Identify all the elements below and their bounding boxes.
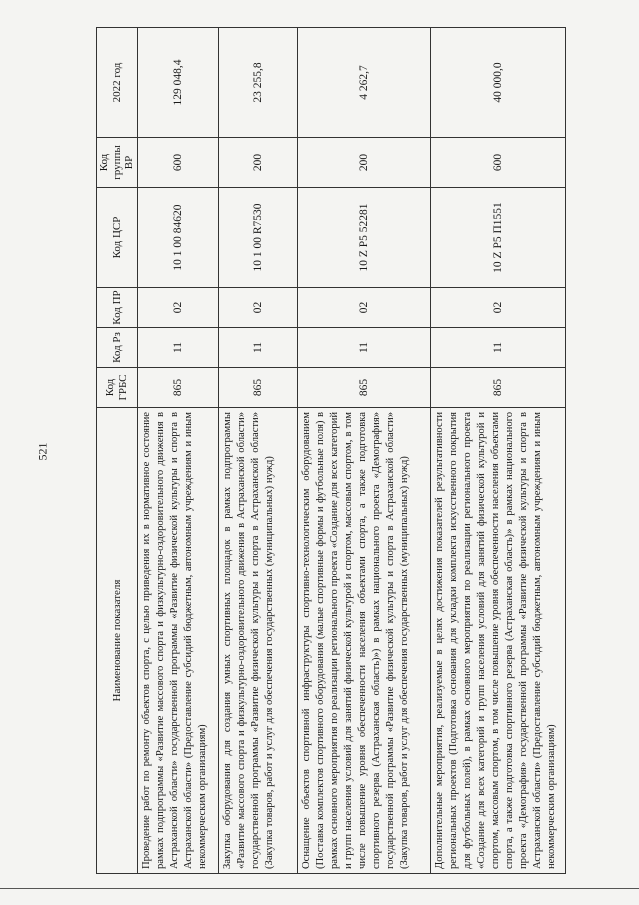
table-row xyxy=(297,28,430,874)
header-rz: Код Рз xyxy=(97,328,138,368)
row-csr: 10 Z P5 П1551 xyxy=(430,188,565,288)
page-number: 521 xyxy=(35,442,50,461)
row-pr: 02 xyxy=(297,288,430,328)
row-rz: 11 xyxy=(137,328,218,368)
header-grbs: Код ГРБС xyxy=(97,368,138,408)
row-2022: 4 262,7 xyxy=(297,28,430,138)
row-vr: 200 xyxy=(297,138,430,188)
table-row xyxy=(137,28,218,874)
row-rz: 11 xyxy=(430,328,565,368)
row-grbs: 865 xyxy=(297,368,430,408)
table-row xyxy=(218,28,297,874)
row-pr: 02 xyxy=(430,288,565,328)
row-rz: 11 xyxy=(218,328,297,368)
row-2022: 23 255,8 xyxy=(218,28,297,138)
row-2022: 40 000,0 xyxy=(430,28,565,138)
row-name: Дополнительные мероприятия, реализуемые в целях достижения показателей результативности региональных проектов (Подготовка основания для укладки комплекта искусственного покрытия для футбольных полей), в рамках основного мероприятия по реализации регионального проекта «Создание для всех категорий и групп населения условий для занятий физической культурой и спортом, массовым спортом, в том числе повышение уровня обеспеченности населения объектами спорта, а также подготовка спортивного резерва (Астраханская область)» в рамках национального проекта «Демография» государственной программы «Развитие физической культуры и спорта в Астраханской области» (Предоставление субсидий бюджетным, автономным учреждениям и иным некоммерческим организациям) xyxy=(430,408,565,874)
row-vr: 600 xyxy=(430,138,565,188)
row-rz: 11 xyxy=(297,328,430,368)
row-csr: 10 Z P5 52281 xyxy=(297,188,430,288)
rotated-table-container xyxy=(96,28,564,874)
row-vr: 600 xyxy=(137,138,218,188)
row-csr: 10 1 00 R7530 xyxy=(218,188,297,288)
header-2022: 2022 год xyxy=(97,28,138,138)
row-grbs: 865 xyxy=(430,368,565,408)
header-csr: Код ЦСР xyxy=(97,188,138,288)
row-name: Проведение работ по ремонту объектов спорта, с целью приведения их в нормативное состояние рамках подпрограммы «Развитие массового спорта и физкультурно-оздоровительного движения в Астраханской области» государственной программы «Развитие физической культуры и спорта в Астраханской области» (Предоставление субсидий бюджетным, автономным учреждениям и иным некоммерческим организациям) xyxy=(137,408,218,874)
row-name: Оснащение объектов спортивной инфраструктуры спортивно-технологическим оборудованием (Поставка комплектов спортивного оборудования (малые спортивные формы и футбольные поля) в рамках основного мероприятия по реализации регионального проекта «Создание для всех категорий и групп населения условий для занятий физической культурой и спортом, массовым спортом, в том числе повышение уровня обеспеченности населения объектами спорта, а также подготовка спортивного резерва (Астраханская область)») в рамках национального проекта «Демография» государственной программы «Развитие физической культуры и спорта в Астраханской области» (Закупка товаров, работ и услуг для обеспечения государственных (муниципальных) нужд) xyxy=(297,408,430,874)
header-row xyxy=(97,28,138,874)
row-pr: 02 xyxy=(137,288,218,328)
row-pr: 02 xyxy=(218,288,297,328)
row-name: Закупка оборудования для создания умных спортивных площадок в рамках подпрограммы «Развитие массового спорта и физкультурно-оздоровительного движения в Астраханской области» государственной программы «Развитие физической культуры и спорта в Астраханской области» (Закупка товаров, работ и услуг для обеспечения государственных (муниципальных) нужд) xyxy=(218,408,297,874)
row-csr: 10 1 00 84620 xyxy=(137,188,218,288)
header-vr: Код группы ВР xyxy=(97,138,138,188)
row-2022: 129 048,4 xyxy=(137,28,218,138)
bottom-rule xyxy=(0,888,639,889)
row-grbs: 865 xyxy=(218,368,297,408)
header-pr: Код ПР xyxy=(97,288,138,328)
table-row xyxy=(430,28,565,874)
row-vr: 200 xyxy=(218,138,297,188)
row-grbs: 865 xyxy=(137,368,218,408)
budget-table xyxy=(96,27,566,874)
header-name: Наименование показателя xyxy=(97,408,138,874)
